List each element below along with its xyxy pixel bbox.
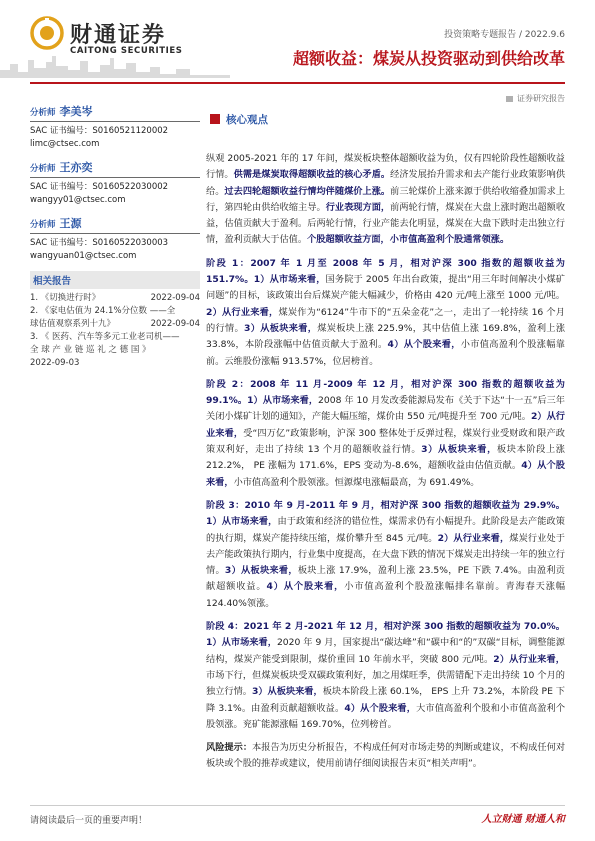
- point-label: 3）从板块来看，: [244, 322, 318, 334]
- point-text: 受“四万亿”政策影响，沪深 300 整体处于反弹过程，煤炭行业受财政和限产政策双利好，走出了持续 13 个月的超额收益行情。: [206, 427, 565, 456]
- intro-highlight: 供需是煤炭取得超额收益的核心矛盾。: [233, 169, 391, 181]
- analyst-header: [30, 215, 200, 234]
- point-text: 国务院于 2005 年出台政策，提出“用三年时间解决小煤矿问题”的目标，该政策出台后煤炭产能大幅减少，价格由 420 元/吨上涨至 1000 元/吨。: [206, 274, 565, 302]
- point-text: 板块本阶段上涨 60.1%， EPS 上升 73.2%，本阶段 PE 下降 3.1%。由盈利贡献超额收益。: [206, 686, 565, 714]
- point-text: 小市值高盈利个股涨幅靠前。云维股份涨幅 913.57%，位居榜首。: [206, 339, 565, 367]
- related-report-date: 2022-09-04: [150, 293, 200, 303]
- related-report-name: 1. 《切换进行时》: [30, 293, 101, 303]
- intro-text: 纵观 2005-2021 年的 17 年间，煤炭板块整体超额收益为负，仅有四轮阶段性超额收益行情。: [206, 153, 565, 181]
- intro-text: 前三轮煤价上涨来源于供给收缩叠加需求上行，第四轮由供给收缩主导。: [206, 185, 566, 213]
- analyst-name: 王亦奕: [59, 161, 93, 174]
- footer-slogan: 人立财通 财通人和: [481, 814, 565, 825]
- risk-label: 风险提示：: [206, 742, 253, 754]
- related-reports-title: 相关报告: [30, 271, 200, 289]
- analyst-email[interactable]: wangyuan01@ctsec.com: [30, 251, 137, 261]
- point-label: 1）从市场来看，: [247, 395, 319, 407]
- analyst-role: 分析师: [30, 220, 56, 230]
- point-text: 板块本阶段上涨 212.2%， PE 涨幅为 171.6%，EPS 变动为-8.6%，超额收益由估值贡献。: [206, 444, 565, 472]
- core-section-header: [206, 110, 565, 128]
- point-label: 4）从个股来看，: [387, 339, 461, 351]
- related-report-name: 2. 《家电估值为 24.1%分位数 ——全: [30, 306, 176, 316]
- intro-text: 经济发展抬升需求和去产能行业政策影响供给。: [206, 169, 566, 197]
- intro-paragraph: [206, 151, 565, 249]
- city-skyline-decoration: [0, 52, 230, 78]
- analyst-sac: SAC 证书编号：S0160521120002: [30, 126, 169, 136]
- related-report-date: 2022-09-03: [30, 358, 80, 368]
- analyst-email[interactable]: limc@ctsec.com: [30, 139, 100, 149]
- point-label: 2）从行业来看，: [493, 653, 565, 665]
- logo-emblem-icon: [30, 16, 64, 50]
- point-text: 2020 年 9 月，国家提出“碳达峰”和“碳中和“的”双碳“目标，调整能源结构，煤炭产能受到限制，煤价重回 10 年前水平，突破 800 元/吨。: [206, 637, 565, 665]
- risk-text: 本报告为历史分析报告，不构成任何对市场走势的判断或建议，不构成任何对板块或个股的推荐或建议，使用前请仔细阅读报告末页“相关声明”。: [206, 742, 566, 770]
- point-text: 煤炭板块上涨 225.9%，其中估值上涨 169.8%，盈利上涨 33.8%，本阶段涨幅中估值贡献大于盈利。: [206, 322, 566, 351]
- core-views-body: [206, 151, 565, 780]
- analyst-sac: SAC 证书编号：S0160522030002: [30, 182, 169, 192]
- stage-heading: 阶段 3：2010 年 9 月-2011 年 9 月，相对沪深 300 指数的超额收益为 29.9%。: [206, 499, 565, 511]
- footer-disclaimer: 请阅读最后一页的重要声明！: [30, 816, 148, 826]
- point-label: 4）从个股来看，: [344, 702, 417, 714]
- point-text: 板块上涨 17.9%，盈利上涨 23.5%，PE 下跌 7.4%。由盈利贡献超额收益。: [206, 565, 565, 593]
- point-label: 2）从行业来看，: [437, 532, 510, 544]
- analyst-role: 分析师: [30, 164, 56, 174]
- analyst-header: [30, 159, 200, 178]
- point-text: 小市值高盈利个股领涨。恒源煤电涨幅最高，为 691.49%。: [233, 476, 480, 488]
- intro-highlight: 个股超额收益方面，小市值高盈利个股通常领涨。: [307, 234, 510, 246]
- stage-1-paragraph: [206, 256, 565, 370]
- logo-en-text: CAITONG SECURITIES: [70, 46, 183, 56]
- intro-highlight: 行业表现方面，: [325, 201, 391, 213]
- related-report-item[interactable]: [30, 305, 200, 331]
- point-label: 1）从市场来看，: [253, 274, 326, 286]
- report-title: 超额收益：煤炭从投资驱动到供给改革: [292, 49, 565, 68]
- report-type-label: 证券研究报告: [506, 93, 565, 104]
- analyst-card: [30, 215, 200, 263]
- analyst-name: 李美岑: [59, 105, 93, 118]
- sidebar: [30, 103, 200, 370]
- related-report-name-cont: 全 球 产 业 链 巡 礼 之 德 国 》: [30, 345, 151, 355]
- analyst-name: 王源: [59, 217, 82, 230]
- analyst-header: [30, 103, 200, 122]
- intro-text: 前两轮行情，煤炭在大盘上涨时跑出超额收益，估值贡献大于盈利。后两轮行情，行业产能去化明显，煤炭在大盘下跌时走出独立行情，盈利贡献大于估值。: [206, 201, 566, 246]
- core-views-title: 核心观点: [226, 113, 268, 126]
- point-text: 煤炭作为“6124”牛市下的“五朵金花”之一，走出了一轮持续 16 个月的行情。: [206, 306, 565, 334]
- page-header: [0, 0, 595, 103]
- point-label: 3）从板块来看，: [224, 565, 298, 577]
- point-label: 1）从市场来看，: [206, 516, 278, 528]
- point-label: 3）从板块来看，: [421, 444, 497, 456]
- point-label: 1）从市场来看，: [206, 637, 277, 649]
- point-label: 2）从行业来看，: [206, 411, 565, 439]
- analyst-card: [30, 159, 200, 207]
- related-report-item[interactable]: [30, 331, 200, 370]
- point-text: 小市值高盈利个股盈涨幅排名靠前。青海春天涨幅 124.40%领涨。: [206, 581, 566, 609]
- stage-2-paragraph: [206, 377, 565, 491]
- risk-paragraph: [206, 740, 565, 773]
- stage-heading: 阶段 1：2007 年 1 月至 2008 年 5 月，相对沪深 300 指数的超额收益为 151.7%。: [206, 257, 565, 286]
- analyst-card: [30, 103, 200, 151]
- analyst-role: 分析师: [30, 108, 56, 118]
- stage-4-paragraph: [206, 619, 565, 733]
- footer-divider: [30, 805, 565, 806]
- stage-heading: 阶段 4：2021 年 2 月-2021 年 12 月，相对沪深 300 指数的超额收益为 70.0%。: [206, 621, 565, 633]
- logo-cn-text: 财通证券: [70, 23, 167, 48]
- related-report-name: 3. 《 医药、汽车等多元工业老司机——: [30, 332, 180, 342]
- point-label: 2）从行业来看，: [206, 306, 279, 318]
- point-label: 3）从板块来看，: [251, 686, 323, 698]
- analyst-email[interactable]: wangyy01@ctsec.com: [30, 195, 126, 205]
- related-report-name-cont: 球估值观察系列十九》: [30, 319, 116, 329]
- point-text: 煤炭行业处于去产能政策执行期内，行业集中度提高，在大盘下跌的情况下煤炭走出持续一年的独立行情。: [206, 532, 565, 577]
- report-meta: 投资策略专题报告 / 2022.9.6: [444, 30, 565, 40]
- point-label: 4）从个股来看，: [206, 460, 565, 488]
- related-report-item[interactable]: [30, 292, 200, 305]
- section-marker-icon: [210, 114, 220, 124]
- point-text: 市场下行，但煤炭板块受双碳政策利好，加之用煤旺季，供需错配下走出持续 10 个月的独立行情。: [206, 669, 565, 698]
- intro-highlight: 过去四轮超额收益行情均伴随煤价上涨。: [224, 185, 391, 197]
- analyst-sac: SAC 证书编号：S0160522030003: [30, 238, 169, 248]
- stage-heading: 阶段 2：2008 年 11 月-2009 年 12 月，相对沪深 300 指数的超额收益为 99.1%。: [206, 378, 565, 407]
- point-text: 2008 年 10 月发改委能源局发布《关于下达“十一五”后三年关闭小煤矿计划的通知》，产能大幅压缩，煤价由 550 元/吨提升至 700 元/吨。: [206, 395, 565, 423]
- point-text: 由于政策和经济的错位性，煤需求仍有小幅提升。此阶段是去产能政策的执行期，煤炭产能持续压缩，煤价攀升至 845 元/吨。: [206, 516, 565, 544]
- point-label: 4）从个股来看，: [266, 581, 345, 593]
- point-text: 大市值高盈利个股和小市值高盈利个股领涨。兖矿能源涨幅 169.70%，位列榜首。: [206, 702, 566, 730]
- header-divider: [30, 82, 565, 84]
- stage-3-paragraph: [206, 498, 565, 612]
- related-report-date: 2022-09-04: [150, 319, 200, 329]
